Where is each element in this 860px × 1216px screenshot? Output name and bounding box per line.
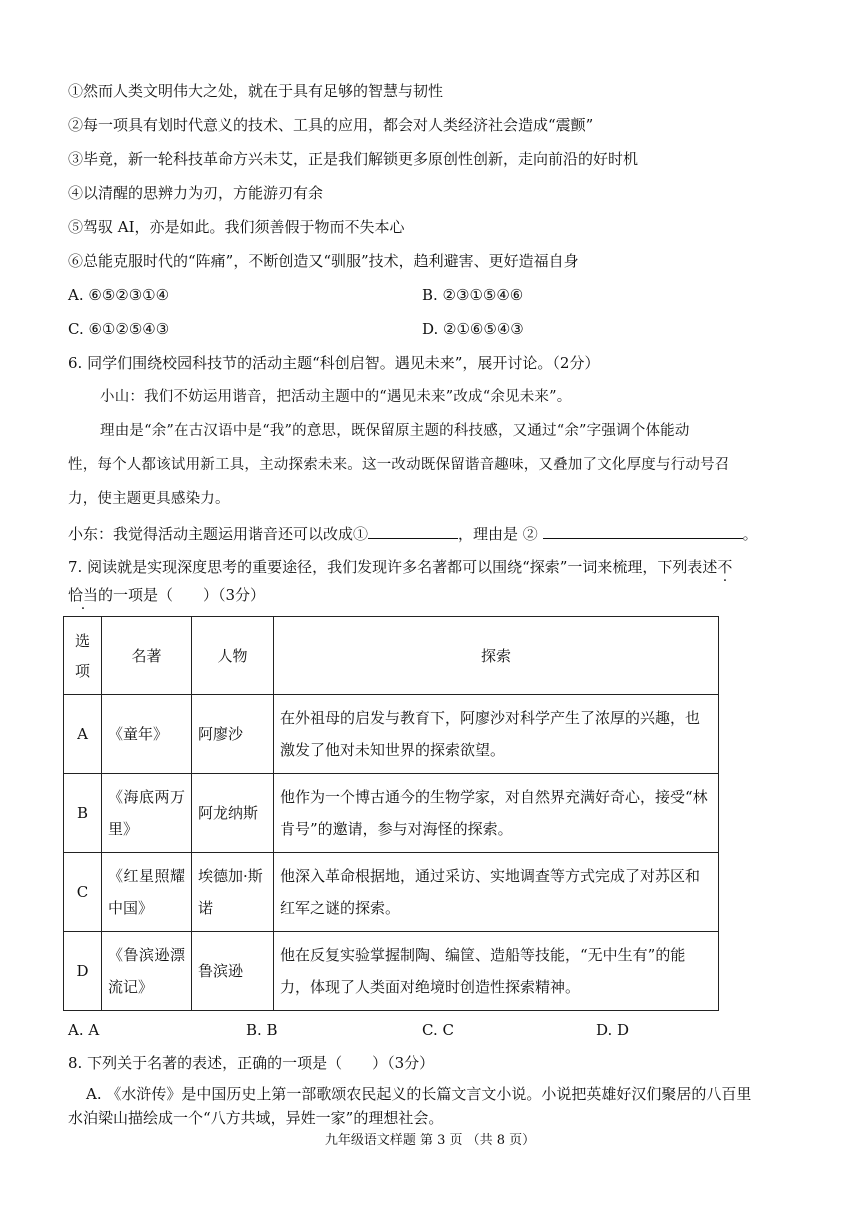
table-row bbox=[64, 695, 719, 774]
q6-reason-line-3: 力，使主题更具感染力。 bbox=[68, 491, 230, 507]
row-explore: 他在反复实验掌握制陶、编筐、造船等技能，“无中生有”的能力，体现了人类面对绝境时创造性探索精神。 bbox=[274, 932, 719, 1011]
row-person: 埃德加·斯诺 bbox=[192, 853, 274, 932]
q7-stem-emphasis-2: 恰当 bbox=[68, 586, 99, 604]
header-person: 人物 bbox=[192, 617, 274, 695]
q7-stem-c: 的一项是（ ）（3分） bbox=[98, 586, 266, 604]
q7-stem-a: 7. 阅读就是实现深度思考的重要途径，我们发现许多名著都可以围绕“探索”一词来梳理，下列表述 bbox=[68, 558, 718, 576]
row-option: A bbox=[64, 695, 102, 774]
table-row bbox=[64, 932, 719, 1011]
header-book: 名著 bbox=[102, 617, 192, 695]
row-book: 《海底两万里》 bbox=[102, 774, 192, 853]
q8-option-a-line-1: A. 《水浒传》是中国历史上第一部歌颂农民起义的长篇文言文小说。小说把英雄好汉们聚居的八百里 bbox=[86, 1085, 752, 1103]
row-explore: 他深入革命根据地，通过采访、实地调查等方式完成了对苏区和红军之谜的探索。 bbox=[274, 853, 719, 932]
q5-sentence-5: ⑤驾驭 AI，亦是如此。我们须善假于物而不失本心 bbox=[68, 218, 405, 236]
q7-option-c: C. C bbox=[422, 1021, 454, 1039]
row-book: 《鲁滨逊漂流记》 bbox=[102, 932, 192, 1011]
q7-table bbox=[63, 616, 719, 1011]
q6-xiaodong-reason: ，理由是 ② bbox=[458, 525, 538, 543]
row-explore: 他作为一个博古通今的生物学家，对自然界充满好奇心，接受“林肯号”的邀请，参与对海怪的探索。 bbox=[274, 774, 719, 853]
q7-stem-line-1 bbox=[68, 556, 790, 578]
answer-blank-2[interactable] bbox=[543, 522, 743, 539]
row-option: C bbox=[64, 853, 102, 932]
q5-option-a: A. ⑥⑤②③①④ bbox=[68, 286, 170, 304]
page-footer: 九年级语文样题 第 3 页 （共 8 页） bbox=[324, 1133, 536, 1148]
q7-option-d: D. D bbox=[596, 1021, 630, 1039]
q5-sentence-1: ①然而人类文明伟大之处，就在于具有足够的智慧与韧性 bbox=[68, 82, 444, 100]
row-person: 阿龙纳斯 bbox=[192, 774, 274, 853]
q7-stem-line-2 bbox=[68, 584, 265, 606]
q7-option-a: A. A bbox=[68, 1021, 100, 1039]
q8-option-a-line-2: 水泊梁山描绘成一个“八方共域，异姓一家”的理想社会。 bbox=[68, 1109, 444, 1127]
q5-option-c: C. ⑥①②⑤④③ bbox=[68, 320, 170, 338]
q6-xiaodong-end: 。 bbox=[742, 525, 758, 543]
q5-sentence-2: ②每一项具有划时代意义的技术、工具的应用，都会对人类经济社会造成“震颤” bbox=[68, 116, 594, 134]
header-option: 选项 bbox=[64, 617, 102, 695]
q7-stem-emphasis-1: 不 bbox=[717, 558, 733, 576]
q6-reason-line-2: 性，每个人都该试用新工具，主动探索未来。这一改动既保留谐音趣味，又叠加了文化厚度与行动号召 bbox=[68, 457, 730, 473]
q8-stem: 8. 下列关于名著的表述，正确的一项是（ ）（3分） bbox=[68, 1054, 435, 1072]
q6-xiaoshan: 小山：我们不妨运用谐音，把活动主题中的“遇见未来”改成“余见未来”。 bbox=[100, 389, 572, 405]
q6-stem: 6. 同学们围绕校园科技节的活动主题“科创启智。遇见未来”，展开讨论。（2分） bbox=[68, 354, 600, 372]
q5-sentence-4: ④以清醒的思辨力为刃，方能游刃有余 bbox=[68, 184, 324, 202]
q5-option-b: B. ②③①⑤④⑥ bbox=[422, 286, 524, 304]
q5-option-d: D. ②①⑥⑤④③ bbox=[422, 320, 524, 338]
row-book: 《红星照耀中国》 bbox=[102, 853, 192, 932]
q5-sentence-6: ⑥总能克服时代的“阵痛”，不断创造又“驯服”技术，趋利避害、更好造福自身 bbox=[68, 252, 579, 270]
q6-reason-line-1: 理由是“余”在古汉语中是“我”的意思，既保留原主题的科技感，又通过“余”字强调个体能动 bbox=[100, 423, 690, 439]
q6-xiaodong-line bbox=[68, 522, 758, 545]
table-header-row bbox=[64, 617, 719, 695]
row-book: 《童年》 bbox=[102, 695, 192, 774]
q7-option-b: B. B bbox=[246, 1021, 278, 1039]
header-explore: 探索 bbox=[274, 617, 719, 695]
q6-xiaodong-text: 小东：我觉得活动主题运用谐音还可以改成① bbox=[68, 525, 369, 543]
row-person: 鲁滨逊 bbox=[192, 932, 274, 1011]
row-option: B bbox=[64, 774, 102, 853]
row-option: D bbox=[64, 932, 102, 1011]
answer-blank-1[interactable] bbox=[368, 522, 458, 539]
row-explore: 在外祖母的启发与教育下，阿廖沙对科学产生了浓厚的兴趣，也激发了他对未知世界的探索欲望。 bbox=[274, 695, 719, 774]
table-row bbox=[64, 774, 719, 853]
q5-sentence-3: ③毕竟，新一轮科技革命方兴未艾，正是我们解锁更多原创性创新，走向前沿的好时机 bbox=[68, 150, 639, 168]
row-person: 阿廖沙 bbox=[192, 695, 274, 774]
table-row bbox=[64, 853, 719, 932]
